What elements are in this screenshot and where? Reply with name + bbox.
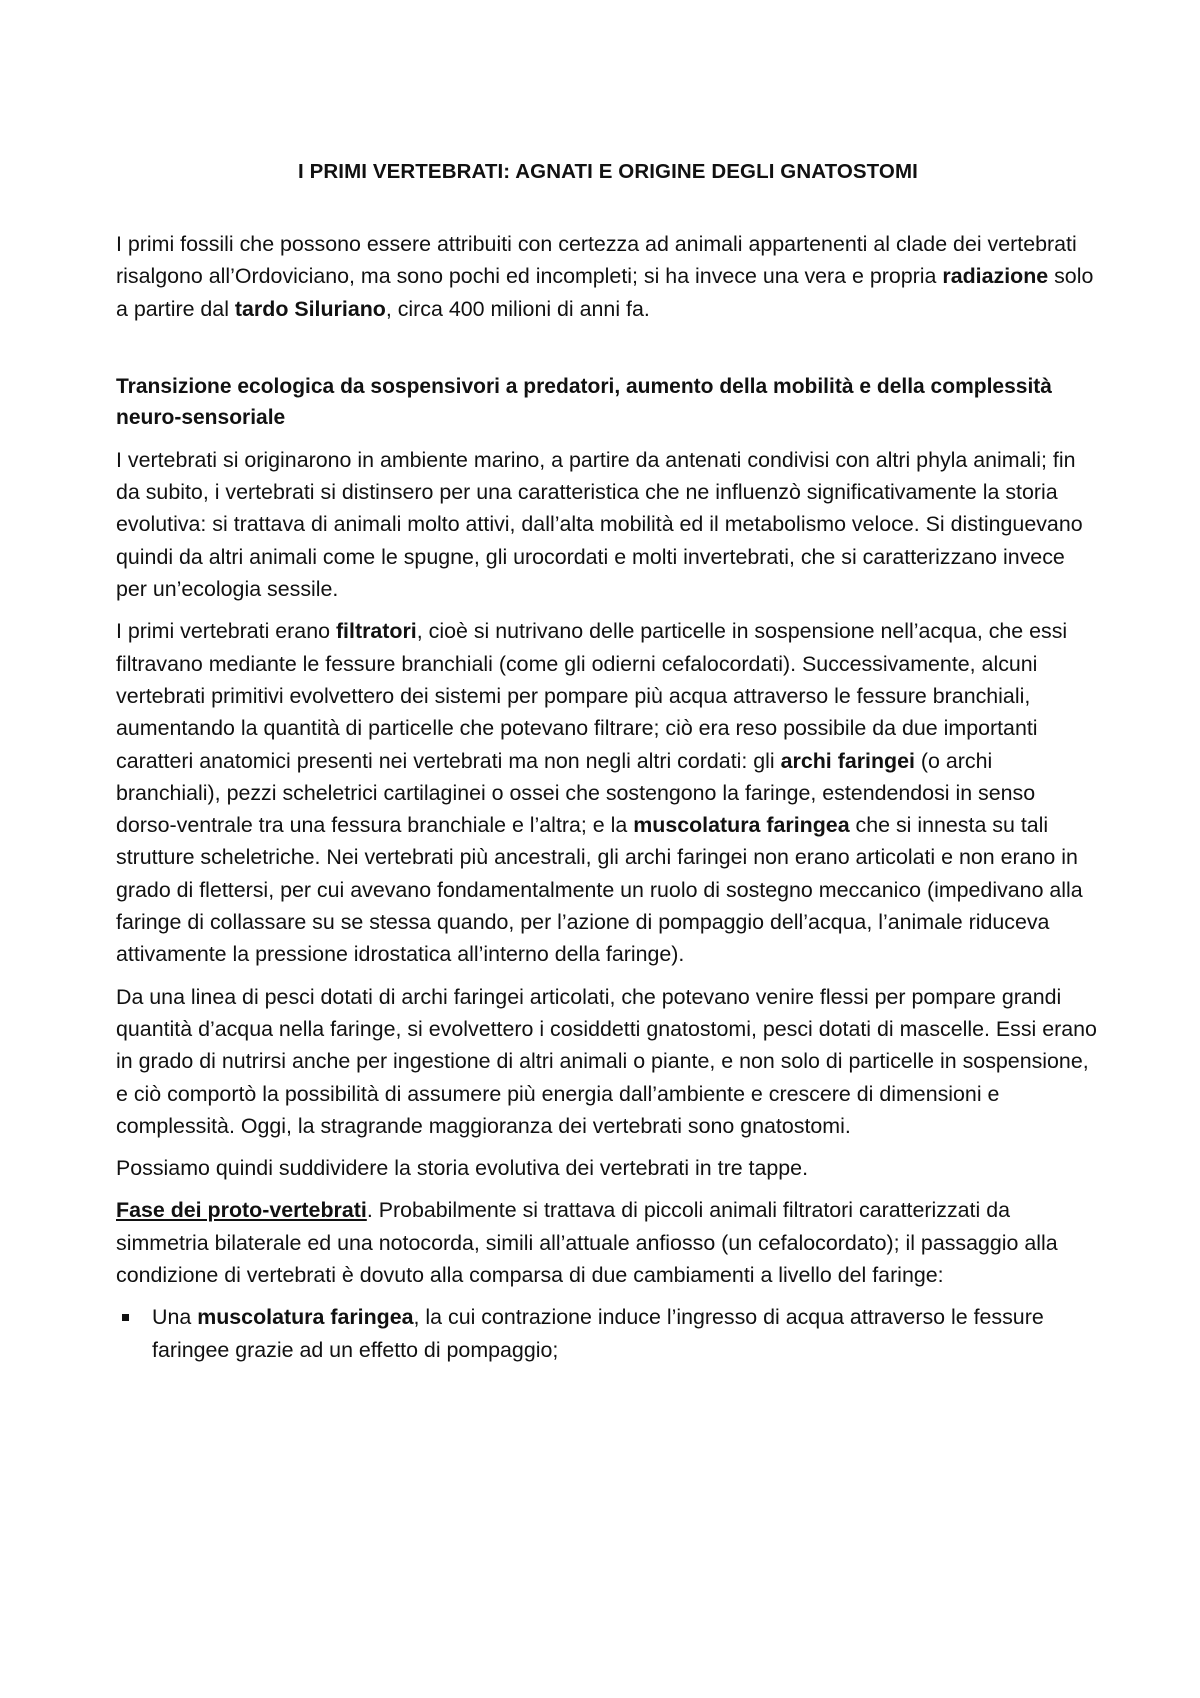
paragraph-origin: I vertebrati si originarono in ambiente marino, a partire da antenati condivisi con altri phyla animali; fin da subito, i vertebrati si distinsero per una caratteristica che ne influenzò significativamente la storia evolutiva: si trattava di animali molto attivi, dall’alta mobilità ed il metabolismo veloce. Si distinguevano quindi da altri animali come le spugne, gli urocordati e molti invertebrati, che si caratterizzano invece per un’ecologia sessile. [116,447,1083,602]
paragraph-tre-tappe: Possiamo quindi suddividere la storia evolutiva dei vertebrati in tre tappe. [116,1156,809,1181]
document-title: I PRIMI VERTEBRATI: AGNATI E ORIGINE DEGLI GNATOSTOMI [298,160,918,183]
paragraph-gnatostomi: Da una linea di pesci dotati di archi faringei articolati, che potevano venire flessi per pompare grandi quantità d’acqua nella faringe, si evolvettero i cosiddetti gnatostomi, pesci dotati di mascelle. Essi erano in grado di nutrirsi anche per ingestione di altri animali o piante, e non solo di particelle in sospensione, e ciò comportò la possibilità di assumere più energia dall’ambiente e crescere di dimensioni e complessità. Oggi, la stragrande maggioranza dei vertebrati sono gnatostomi. [116,984,1097,1138]
p2-text-4: che si innesta su tali strutture scheletriche. Nei vertebrati più ancestrali, gli archi faringei non erano articolati e non erano in grado di flettersi, per cui avevano fondamentalmente un ruolo di sostegno meccanico (impedivano alla faringe di collassare su se stessa quando, per l’azione di pompaggio dell’acqua, l’animale riduceva attivamente la pressione idrostatica all’interno della faringe). [116,813,1083,967]
intro-bold-tardo-siluriano: tardo Siluriano [234,296,386,321]
intro-paragraph [116,228,1100,325]
square-bullet-icon [122,1314,129,1321]
intro-bold-radiazione: radiazione [942,264,1049,289]
bullet-list [116,1301,1100,1366]
section-heading: Transizione ecologica da sospensivori a predatori, aumento della mobilità e della complessità neuro-sensoriale [116,374,1052,430]
p2-bold-muscolatura-faringea: muscolatura faringea [633,813,850,838]
paragraph-proto-vertebrati [116,1194,1100,1291]
p2-bold-filtratori: filtratori [335,619,417,644]
paragraph-filtratori [116,615,1100,970]
phase-label-proto-vertebrati: Fase dei proto-vertebrati [116,1198,367,1223]
p2-text-1: I primi vertebrati erano [116,619,336,644]
intro-text-3: , circa 400 milioni di anni fa. [385,296,650,321]
list-item [116,1301,1100,1366]
bullet-text-2: , la cui contrazione induce l’ingresso di acqua attraverso le fessure faringee grazie ad un effetto di pompaggio; [152,1305,1044,1362]
p2-text-2: , cioè si nutrivano delle particelle in sospensione nell’acqua, che essi filtravano mediante le fessure branchiali (come gli odierni cefalocordati). Successivamente, alcuni vertebrati primitivi evolvettero dei sistemi per pompare più acqua attraverso le fessure branchiali, aumentando la quantità di particelle che potevano filtrare; ciò era reso possibile da due importanti caratteri anatomici presenti nei vertebrati ma non negli altri cordati: gli [116,619,1068,773]
p2-text-3: (o archi branchiali), pezzi scheletrici cartilaginei o ossei che sostengono la faringe, estendendosi in senso dorso-ventrale tra una fessura branchiale e l’altra; e la [116,748,1036,838]
bullet-bold-muscolatura-faringea: muscolatura faringea [197,1305,414,1330]
intro-text-1: I primi fossili che possono essere attribuiti con certezza ad animali appartenenti al clade dei vertebrati risalgono all’Ordoviciano, ma sono pochi ed incompleti; si ha invece una vera e propria [116,232,1077,289]
p2-bold-archi-faringei: archi faringei [780,748,915,773]
intro-text-2: solo a partire dal [116,264,1094,321]
p5-text: . Probabilmente si trattava di piccoli animali filtratori caratterizzati da simmetria bilaterale ed una notocorda, simili all’attuale anfiosso (un cefalocordato); il passaggio alla condizione di vertebrati è dovuto alla comparsa di due cambiamenti a livello del faringe: [116,1198,1058,1288]
bullet-text-1: Una [152,1305,198,1330]
